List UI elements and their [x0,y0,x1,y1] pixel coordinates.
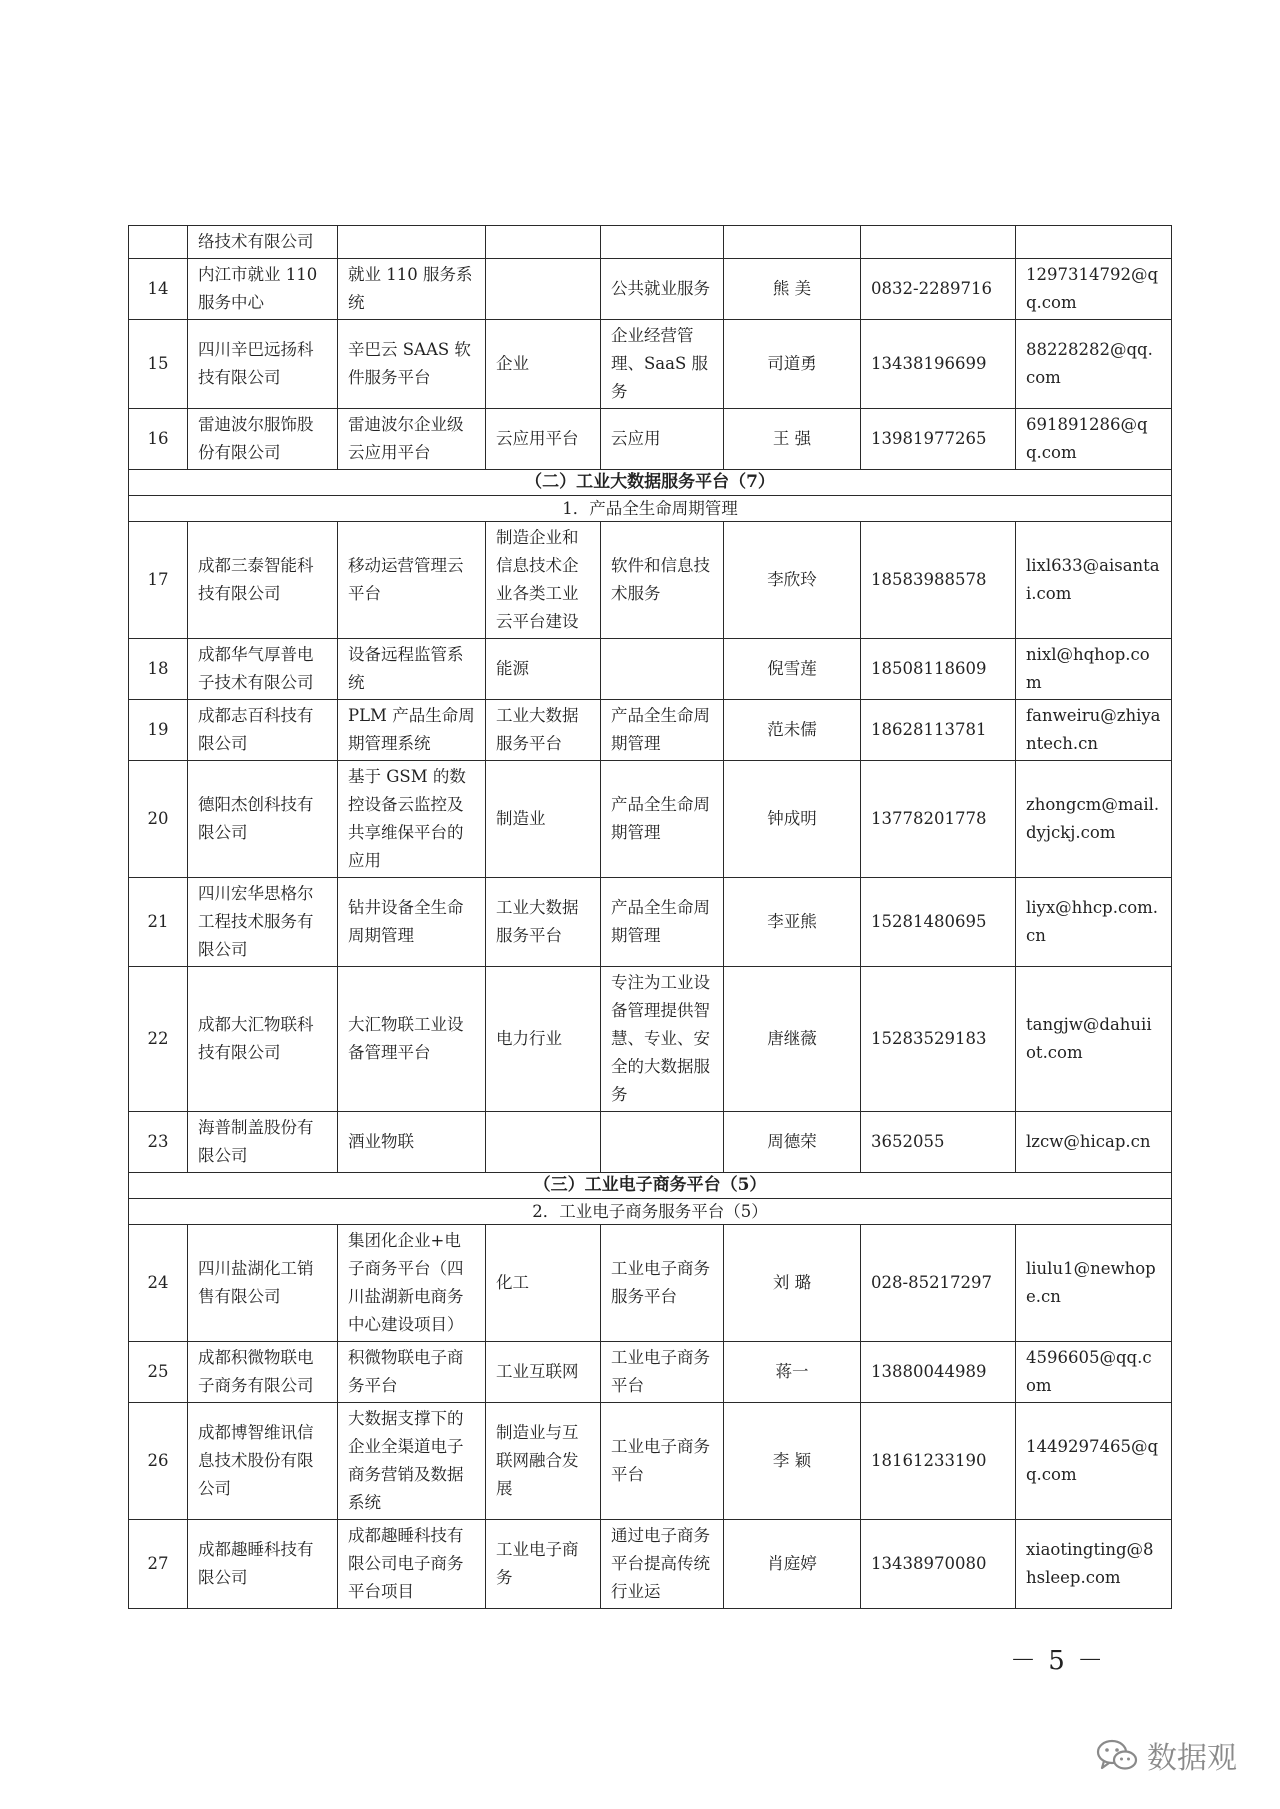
contact-email: 88228282@qq.com [1016,320,1172,409]
company-name: 成都博智维讯信息技术股份有限公司 [188,1403,338,1520]
subsection-title: 1．产品全生命周期管理 [129,496,1172,522]
contact-email: 1297314792@qq.com [1016,259,1172,320]
contact-email: lixl633@aisantai.com [1016,522,1172,639]
industry-field: 工业大数据服务平台 [486,700,601,761]
contact-person: 李欣玲 [724,522,861,639]
contact-person: 倪雪莲 [724,639,861,700]
service-type: 工业电子商务平台 [601,1342,724,1403]
table-row [129,409,1172,470]
table-row [129,639,1172,700]
contact-phone: 15283529183 [861,967,1016,1112]
platform-name: 就业 110 服务系统 [338,259,486,320]
row-number: 18 [129,639,188,700]
contact-person [724,226,861,259]
company-name: 成都大汇物联科技有限公司 [188,967,338,1112]
table-row [129,1112,1172,1173]
contact-phone: 3652055 [861,1112,1016,1173]
contact-person: 熊 美 [724,259,861,320]
row-number [129,226,188,259]
company-name: 成都华气厚普电子技术有限公司 [188,639,338,700]
contact-person: 刘 璐 [724,1225,861,1342]
contact-email: fanweiru@zhiyantech.cn [1016,700,1172,761]
industry-field: 制造业 [486,761,601,878]
platform-name: 大汇物联工业设备管理平台 [338,967,486,1112]
contact-phone: 13438970080 [861,1520,1016,1609]
contact-email: liulu1@newhope.cn [1016,1225,1172,1342]
company-name: 成都趣睡科技有限公司 [188,1520,338,1609]
table-row [129,320,1172,409]
service-type: 产品全生命周期管理 [601,700,724,761]
service-type: 云应用 [601,409,724,470]
section-title: （三）工业电子商务平台（5） [129,1173,1172,1199]
table-row [129,1225,1172,1342]
service-type: 专注为工业设备管理提供智慧、专业、安全的大数据服务 [601,967,724,1112]
row-number: 19 [129,700,188,761]
platform-name: 基于 GSM 的数控设备云监控及共享维保平台的应用 [338,761,486,878]
table-row [129,259,1172,320]
company-name: 内江市就业 110 服务中心 [188,259,338,320]
contact-email: zhongcm@mail.dyjckj.com [1016,761,1172,878]
service-type: 软件和信息技术服务 [601,522,724,639]
contact-email: 691891286@qq.com [1016,409,1172,470]
row-number: 23 [129,1112,188,1173]
row-number: 27 [129,1520,188,1609]
table-body [129,226,1172,1609]
industry-field [486,226,601,259]
row-number: 25 [129,1342,188,1403]
table-row [129,226,1172,259]
row-number: 15 [129,320,188,409]
service-type [601,1112,724,1173]
company-name: 德阳杰创科技有限公司 [188,761,338,878]
contact-person: 李 颖 [724,1403,861,1520]
wechat-icon [1095,1737,1139,1773]
watermark-text: 数据观 [1147,1741,1237,1776]
industry-field: 工业大数据服务平台 [486,878,601,967]
contact-phone: 028-85217297 [861,1225,1016,1342]
service-type: 工业电子商务平台 [601,1403,724,1520]
table-row [129,522,1172,639]
row-number: 17 [129,522,188,639]
contact-phone [861,226,1016,259]
section-header-row [129,1173,1172,1199]
company-name: 雷迪波尔服饰股份有限公司 [188,409,338,470]
service-type: 通过电子商务平台提高传统行业运 [601,1520,724,1609]
industry-field: 能源 [486,639,601,700]
contact-person: 唐继薇 [724,967,861,1112]
contact-phone: 13438196699 [861,320,1016,409]
platform-name: 大数据支撑下的企业全渠道电子商务营销及数据系统 [338,1403,486,1520]
row-number: 22 [129,967,188,1112]
subsection-header-row [129,1199,1172,1225]
contact-person: 钟成明 [724,761,861,878]
company-name: 四川辛巴远扬科技有限公司 [188,320,338,409]
contact-email: xiaotingting@8hsleep.com [1016,1520,1172,1609]
contact-phone: 0832-2289716 [861,259,1016,320]
table-row [129,700,1172,761]
table-row [129,967,1172,1112]
service-type [601,639,724,700]
contact-email [1016,226,1172,259]
service-type: 公共就业服务 [601,259,724,320]
service-type: 企业经营管理、SaaS 服务 [601,320,724,409]
row-number: 26 [129,1403,188,1520]
industry-field: 云应用平台 [486,409,601,470]
page-number: － 5 － [1010,1646,1106,1676]
contact-person: 司道勇 [724,320,861,409]
contact-email: nixl@hqhop.com [1016,639,1172,700]
platform-name: 集团化企业+电子商务平台（四川盐湖新电商务中心建设项目） [338,1225,486,1342]
table-row [129,1342,1172,1403]
row-number: 14 [129,259,188,320]
subsection-title: 2．工业电子商务服务平台（5） [129,1199,1172,1225]
company-name: 成都积微物联电子商务有限公司 [188,1342,338,1403]
table-row [129,1403,1172,1520]
contact-person: 王 强 [724,409,861,470]
contact-email: 1449297465@qq.com [1016,1403,1172,1520]
service-type [601,226,724,259]
platform-name: 钻井设备全生命周期管理 [338,878,486,967]
company-name: 四川宏华思格尔工程技术服务有限公司 [188,878,338,967]
service-type: 工业电子商务服务平台 [601,1225,724,1342]
industry-field: 电力行业 [486,967,601,1112]
section-title: （二）工业大数据服务平台（7） [129,470,1172,496]
service-type: 产品全生命周期管理 [601,878,724,967]
contact-phone: 18161233190 [861,1403,1016,1520]
platform-name: 积微物联电子商务平台 [338,1342,486,1403]
industry-field: 工业互联网 [486,1342,601,1403]
contact-phone: 13981977265 [861,409,1016,470]
subsection-header-row [129,496,1172,522]
service-type: 产品全生命周期管理 [601,761,724,878]
contact-person: 李亚熊 [724,878,861,967]
platform-name: 辛巴云 SAAS 软件服务平台 [338,320,486,409]
company-name: 海普制盖股份有限公司 [188,1112,338,1173]
industry-field: 制造企业和信息技术企业各类工业云平台建设 [486,522,601,639]
contact-phone: 18508118609 [861,639,1016,700]
company-name: 成都志百科技有限公司 [188,700,338,761]
table-row [129,878,1172,967]
contact-phone: 13778201778 [861,761,1016,878]
platform-name: PLM 产品生命周期管理系统 [338,700,486,761]
table-row [129,1520,1172,1609]
platform-name: 移动运营管理云平台 [338,522,486,639]
industry-field: 化工 [486,1225,601,1342]
platform-name: 雷迪波尔企业级云应用平台 [338,409,486,470]
contact-phone: 15281480695 [861,878,1016,967]
company-name: 成都三泰智能科技有限公司 [188,522,338,639]
contact-email: liyx@hhcp.com.cn [1016,878,1172,967]
platform-name: 成都趣睡科技有限公司电子商务平台项目 [338,1520,486,1609]
platform-name [338,226,486,259]
industry-field [486,1112,601,1173]
section-header-row [129,470,1172,496]
row-number: 16 [129,409,188,470]
contact-email: 4596605@qq.com [1016,1342,1172,1403]
row-number: 21 [129,878,188,967]
industry-field: 企业 [486,320,601,409]
watermark [1095,1733,1237,1777]
industry-field [486,259,601,320]
contact-email: tangjw@dahuiiot.com [1016,967,1172,1112]
company-name: 络技术有限公司 [188,226,338,259]
row-number: 24 [129,1225,188,1342]
row-number: 20 [129,761,188,878]
contact-phone: 18628113781 [861,700,1016,761]
contact-email: lzcw@hicap.cn [1016,1112,1172,1173]
table-row [129,761,1172,878]
industry-field: 制造业与互联网融合发展 [486,1403,601,1520]
industry-field: 工业电子商务 [486,1520,601,1609]
contact-phone: 13880044989 [861,1342,1016,1403]
platform-name: 设备远程监管系统 [338,639,486,700]
platform-name: 酒业物联 [338,1112,486,1173]
contact-person: 范未儒 [724,700,861,761]
contact-phone: 18583988578 [861,522,1016,639]
platform-table [128,225,1172,1609]
company-name: 四川盐湖化工销售有限公司 [188,1225,338,1342]
contact-person: 周德荣 [724,1112,861,1173]
contact-person: 肖庭婷 [724,1520,861,1609]
contact-person: 蒋一 [724,1342,861,1403]
